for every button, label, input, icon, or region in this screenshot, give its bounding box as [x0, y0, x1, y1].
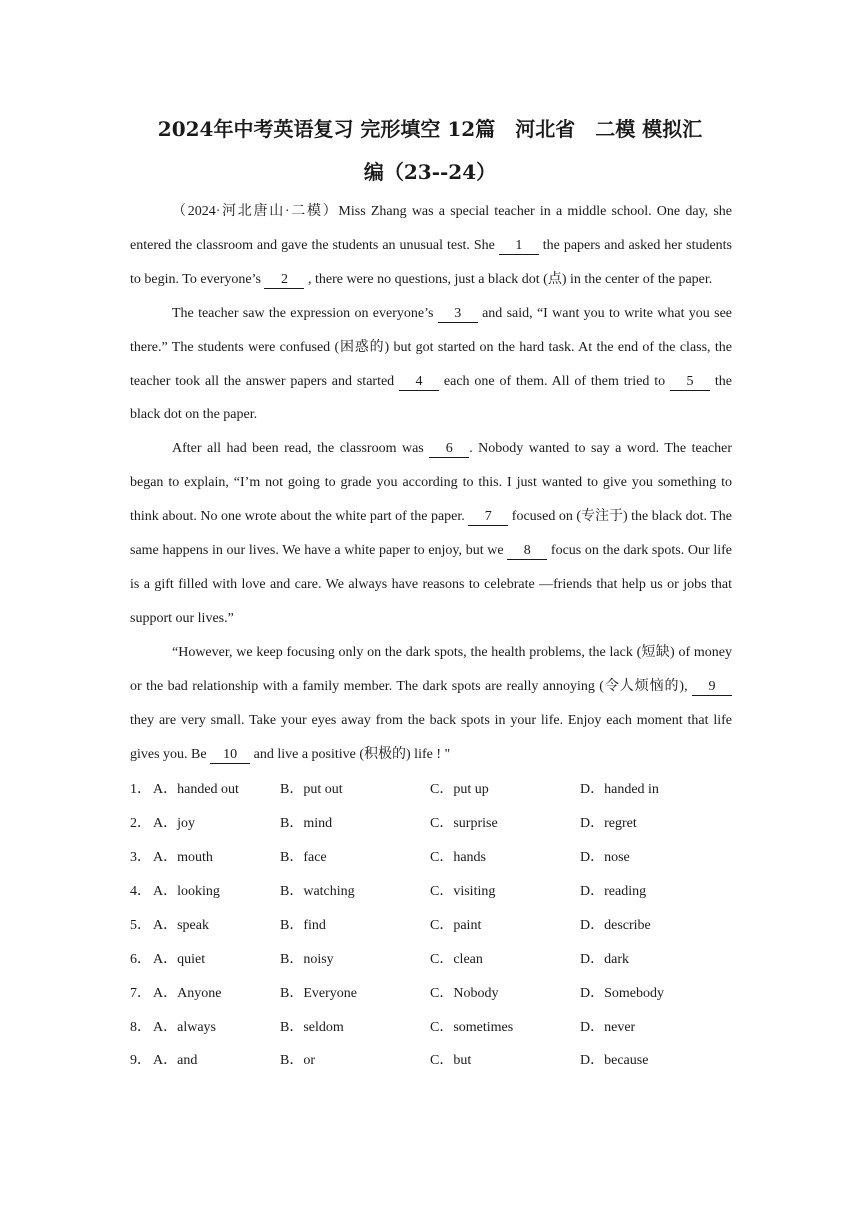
question-number: 7．: [130, 985, 151, 1001]
question-row: [130, 941, 732, 975]
question-row: [130, 873, 732, 907]
option-c: C．put up: [430, 782, 489, 798]
question-number: 3．: [130, 850, 151, 866]
blank-8: 8: [507, 543, 547, 560]
option-b: B．put out: [280, 782, 343, 798]
option-b: B．or: [280, 1053, 315, 1069]
option-c: C．clean: [430, 951, 483, 967]
blank-7: 7: [468, 509, 508, 526]
option-a: A．looking: [153, 884, 220, 900]
page-title: 2024年中考英语复习 完形填空 12篇 河北省 二模 模拟汇: [157, 117, 703, 141]
blank-4: 4: [399, 374, 439, 391]
paragraph-1: （2024·河北唐山·二模）Miss Zhang was a special teacher in a middle school. One day, she entered the classroom and gave the students an unusual test. She 1 the papers and asked her students to begin. To everyone’s 2 , there were no questions, just a black dot (点) in the center of the paper.: [130, 204, 733, 287]
question-row: [130, 1043, 732, 1077]
blank-1: 1: [499, 238, 539, 255]
option-d: D．because: [580, 1053, 649, 1069]
option-c: C．but: [430, 1053, 472, 1069]
question-number: 6．: [130, 951, 151, 967]
option-d: D．dark: [580, 951, 629, 967]
option-c: C．Nobody: [430, 985, 499, 1001]
option-d: D．handed in: [580, 782, 659, 798]
option-b: B．face: [280, 850, 327, 866]
option-c: C．surprise: [430, 816, 498, 832]
question-row: [130, 771, 732, 805]
option-a: A．Anyone: [153, 985, 222, 1001]
question-row: [130, 975, 732, 1009]
option-b: B．seldom: [280, 1019, 344, 1035]
paragraph-4: “However, we keep focusing only on the dark spots, the health problems, the lack (短缺) of money or the bad relationship with a family member. The dark spots are really annoying (令人烦恼的), 9 they are very small. Take your eyes away from the back spots in your life. Enjoy each moment that life gives you. Be 10 and live a positive (积极的) life ! ": [130, 644, 732, 762]
option-a: A．speak: [153, 917, 209, 933]
question-number: 9．: [130, 1053, 151, 1069]
option-b: B．watching: [280, 884, 355, 900]
question-options: [130, 771, 732, 1076]
blank-10: 10: [210, 747, 250, 764]
question-row: [130, 1009, 732, 1043]
option-b: B．Everyone: [280, 985, 357, 1001]
question-row: [130, 805, 732, 839]
question-number: 4．: [130, 884, 151, 900]
option-a: A．and: [153, 1053, 198, 1069]
option-c: C．sometimes: [430, 1019, 514, 1035]
question-number: 8．: [130, 1019, 151, 1035]
option-d: D．describe: [580, 917, 651, 933]
option-a: A．handed out: [153, 782, 239, 798]
option-b: B．noisy: [280, 951, 334, 967]
option-a: A．joy: [153, 816, 195, 832]
option-b: B．mind: [280, 816, 333, 832]
blank-2: 2: [264, 272, 304, 289]
question-number: 5．: [130, 917, 151, 933]
option-d: D．regret: [580, 816, 637, 832]
paragraph-2: The teacher saw the expression on everyone’s 3 and said, “I want you to write what you see there.” The students were confused (困惑的) but got started on the hard task. At the end of the class, the teacher took all the answer papers and started 4 each one of them. All of them tried to 5 the black dot on the paper.: [130, 305, 732, 423]
blank-5: 5: [670, 374, 710, 391]
option-c: C．visiting: [430, 884, 496, 900]
option-a: A．mouth: [153, 850, 213, 866]
option-a: A．always: [153, 1019, 216, 1035]
passage-body: [130, 195, 732, 1076]
option-b: B．find: [280, 917, 326, 933]
option-a: A．quiet: [153, 951, 206, 967]
option-d: D．Somebody: [580, 985, 664, 1001]
option-d: D．nose: [580, 850, 630, 866]
option-c: C．hands: [430, 850, 486, 866]
blank-3: 3: [438, 306, 478, 323]
option-d: D．reading: [580, 884, 647, 900]
question-row: [130, 907, 732, 941]
blank-6: 6: [429, 441, 469, 458]
paragraph-3: After all had been read, the classroom was 6 . Nobody wanted to say a word. The teacher began to explain, “I’m not going to grade you according to this. I just wanted to give you something to think about. No one wrote about the white part of the paper. 7 focused on (专注于) the black dot. The same happens in our lives. We have a white paper to enjoy, but we 8 focus on the dark spots. Our life is a gift filled with love and care. We always have reasons to celebrate —friends that help us or jobs that support our lives.”: [130, 441, 732, 626]
question-number: 2．: [130, 816, 151, 832]
option-d: D．never: [580, 1019, 636, 1035]
page-title-continued: 编（23--24）: [363, 160, 497, 184]
question-row: [130, 839, 732, 873]
blank-9: 9: [692, 679, 732, 696]
option-c: C．paint: [430, 917, 482, 933]
question-number: 1．: [130, 782, 151, 798]
